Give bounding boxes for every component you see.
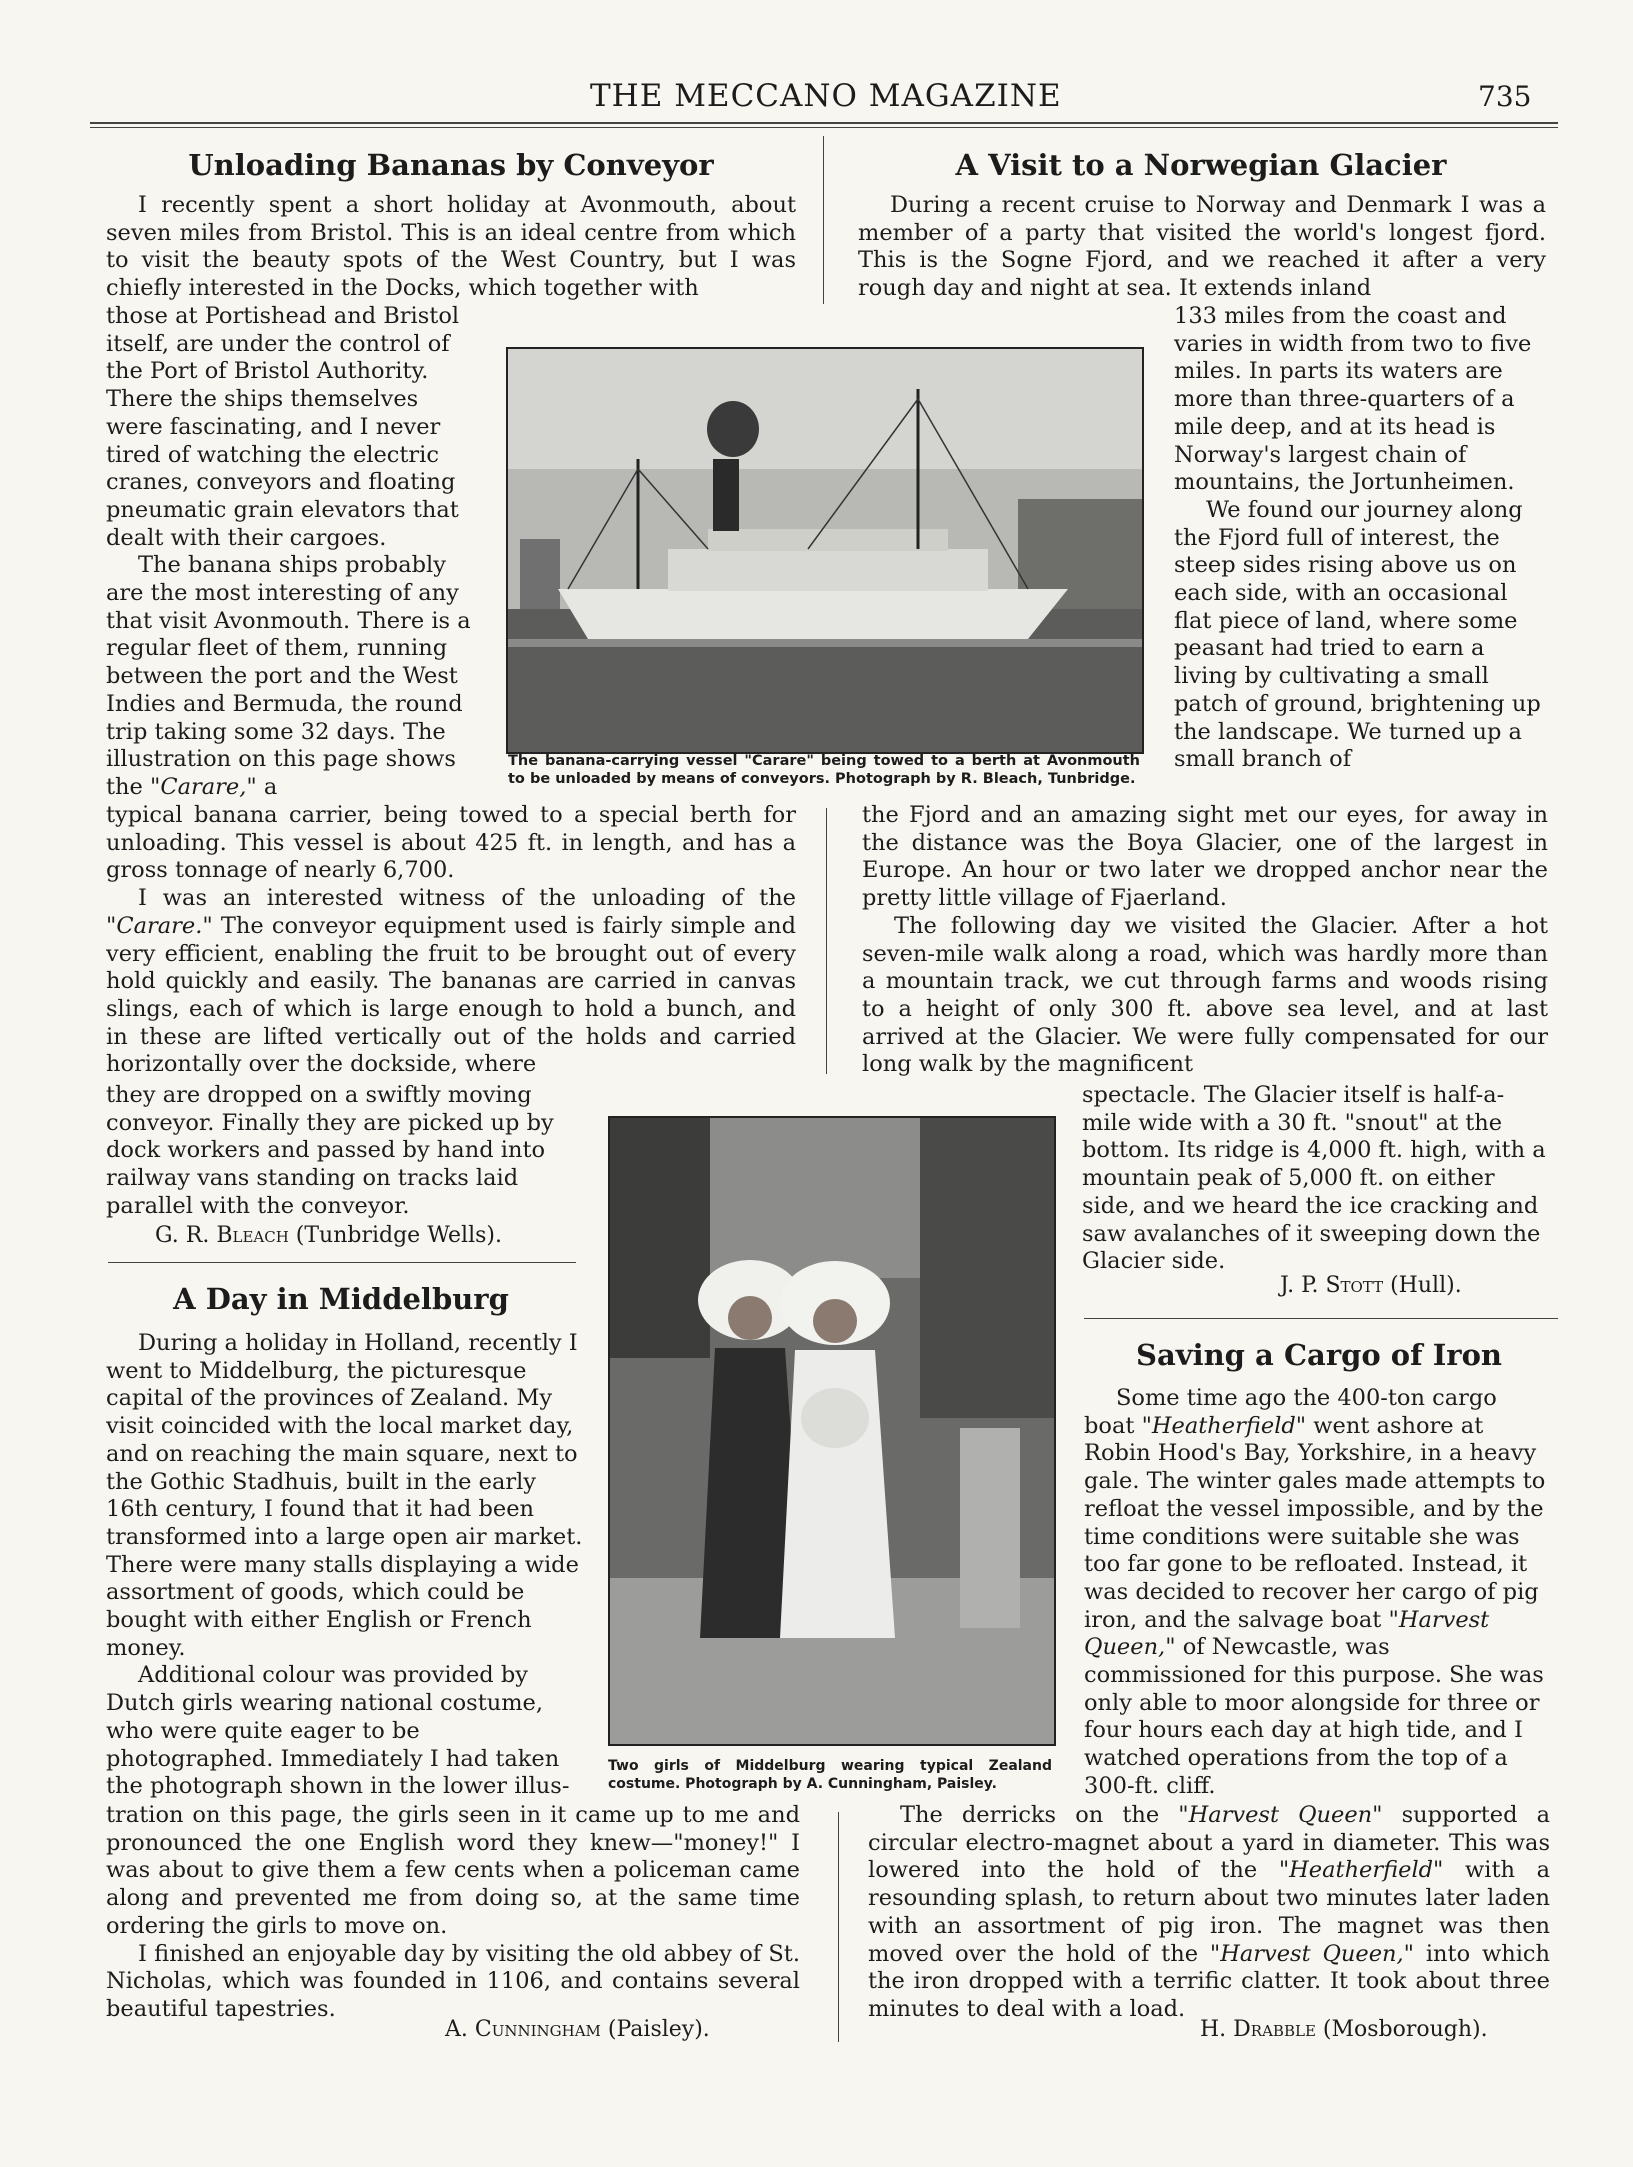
sig-place: (Mosborough). (1315, 2017, 1488, 2042)
column-divider-top (823, 136, 824, 304)
ship-photo-caption: The banana-carrying vessel "Carare" being towed to a berth at Avonmouth to be unloaded by means of conveyors. Photograph by R. Bleach, Tunbridge. (508, 753, 1140, 787)
page-number: 735 (1478, 80, 1532, 113)
middelburg-wrap (106, 1330, 584, 1801)
sig-name: Cunningham (474, 2017, 601, 2042)
iron-p2-c: with a resounding splash, to return about two minutes later laden with an assortment of pig iron. The magnet was then moved over the hold of the (868, 1857, 1550, 1967)
article-heading-iron: Saving a Cargo of Iron (1136, 1338, 1502, 1372)
glacier-paragraph-1-cont: 133 miles from the coast and varies in width from two to five miles. In parts its waters are more than three-quarters of a mile deep, and at its head is Norway's largest chain of mountains, the Jortunheimen. (1174, 303, 1532, 496)
bananas-p2-text: The banana ships probably are the most interesting of any that visit Avonmouth. There is a regular fleet of them, running between the port and the West Indies and Bermuda, the round trip taking some 32 days. The illustration on this page shows the (106, 552, 471, 800)
iron-p2-b: supported a circular electro-magnet about a yard in diameter. This was lowered into the hold of the (868, 1802, 1550, 1884)
iron-p2-a: The derricks on the (900, 1802, 1179, 1828)
article-heading-glacier: A Visit to a Norwegian Glacier (955, 148, 1447, 182)
ship-illustration (508, 349, 1142, 752)
glacier-signature (1280, 1272, 1462, 1299)
bananas-p2-end: a (256, 773, 278, 800)
glacier-wrap (1174, 303, 1546, 774)
glacier-paragraph-3-cont: spectacle. The Glacier itself is half-a-mile wide with a 30 ft. "snout" at the bottom. Its ridge is 4,000 ft. high, with a mountain peak of 5,000 ft. on either side, and we heard the ice cracking and saw avalanches of it sweeping down the Glacier side. (1082, 1082, 1546, 1275)
bananas-paragraph-1: I recently spent a short holiday at Avonmouth, about seven miles from Bristol. This is an ideal centre from which to visit the beauty spots of the West Country, but I was chiefly interested in the Docks, which together with (106, 192, 796, 302)
sig-initials: G. R. (155, 1223, 217, 1248)
bananas-wrap (106, 303, 480, 802)
column-divider-middle (826, 808, 827, 1074)
sig-name: Stott (1325, 1273, 1384, 1298)
iron-paragraph-2 (868, 1802, 1550, 2024)
bananas-paragraph-1-cont: those at Portishead and Bristol itself, are under the control of the Port of Bristol Authority. There the ships themselves were fascinating, and I never tired of watching the electric cranes, conveyors and floating pneumatic grain elevators that dealt with their cargoes. (106, 303, 460, 551)
column-divider-bottom (838, 1812, 839, 2042)
bananas-lower-full (106, 802, 796, 1079)
iron-p2-salvage-2: "Harvest Queen," (1209, 1940, 1415, 1967)
bananas-paragraph-2-cont: typical banana carrier, being towed to a special berth for unloading. This vessel is about 425 ft. in length, and has a gross tonnage of nearly 6,700. (106, 802, 796, 884)
sig-name: Drabble (1233, 2017, 1316, 2042)
bananas-intro-full (106, 192, 796, 303)
bananas-paragraph-3 (106, 885, 796, 1079)
iron-full (868, 1802, 1550, 2024)
iron-p2-ship: "Heatherfield" (1278, 1857, 1444, 1884)
bananas-lower-wrap (106, 1082, 576, 1221)
separator-glacier (1084, 1318, 1558, 1319)
middelburg-paragraph-2-cont: tration on this page, the girls seen in it came up to me and pronounced the one English word they knew—"money!" I was about to give them a few cents when a policeman came along and prevented me from doing so, at the same time ordering the girls to move on. (106, 1802, 800, 1939)
iron-p1-a: Some time ago the 400-ton cargo boat (1084, 1385, 1497, 1439)
iron-p2-d: into which the iron dropped with a terrific clatter. It took about three minutes to deal with a load. (868, 1940, 1550, 2022)
sig-initials: A. (445, 2017, 475, 2042)
sig-initials: J. P. (1280, 1273, 1326, 1298)
girls-illustration (610, 1118, 1054, 1744)
header-rule (90, 122, 1558, 124)
bananas-paragraph-3-cont: they are dropped on a swiftly moving conveyor. Finally they are picked up by dock workers and passed by hand into railway vans standing on tracks laid parallel with the conveyor. (106, 1082, 554, 1219)
sig-place: (Tunbridge Wells). (288, 1223, 502, 1248)
iron-wrap (1084, 1385, 1550, 1801)
middelburg-full (106, 1802, 800, 2024)
glacier-paragraph-1: During a recent cruise to Norway and Denmark I was a member of a party that visited the world's longest fjord. This is the Sogne Fjord, and we reached it after a very rough day and night at sea. It extends inland (858, 192, 1546, 302)
middelburg-paragraph-2: Additional colour was provided by Dutch girls wearing national costume, who were quite eager to be photographed. Immediately I had taken the photograph shown in the lower illus- (106, 1662, 570, 1800)
sig-place: (Hull). (1383, 1273, 1462, 1298)
girls-photo (608, 1116, 1056, 1746)
glacier-paragraph-2-cont: the Fjord and an amazing sight met our eyes, for away in the distance was the Boya Glacier, one of the largest in Europe. An hour or two later we dropped anchor near the pretty little village of Fjaerland. (862, 802, 1548, 912)
glacier-lower-wrap (1082, 1082, 1548, 1276)
bananas-paragraph-2 (106, 552, 480, 801)
iron-p1-c: of Newcastle, was commissioned for this purpose. She was only able to moor alongside for three or four hours each day at high tide, and I watched operations from the top of a 300-ft. cliff. (1084, 1634, 1544, 1799)
glacier-intro-full (858, 192, 1546, 303)
bananas-p3-b: The conveyor equipment used is fairly simple and very efficient, enabling the fruit to be brought out of every hold quickly and easily. The bananas are carried in canvas slings, each of which is large enough to hold a bunch, and in these are lifted vertically out of the holds and carried horizontally over the dockside, where (106, 912, 796, 1078)
sig-place: (Paisley). (600, 2017, 710, 2042)
glacier-full (862, 802, 1548, 1079)
bananas-p3-ship: "Carare." (106, 912, 213, 939)
bananas-p3-a: I was an interested witness of the unloading of the (138, 885, 796, 912)
glacier-paragraph-2: We found our journey along the Fjord full of interest, the steep sides rising above us on each side, with an occasional flat piece of land, where some peasant had tried to earn a living by cultivating a small patch of ground, brightening up the landscape. We turned up a small branch of (1174, 496, 1541, 773)
separator-bananas (108, 1262, 576, 1263)
sig-name: Bleach (216, 1223, 289, 1248)
iron-p1-salvage: "Harvest Queen," (1084, 1606, 1490, 1661)
middelburg-signature (445, 2016, 710, 2043)
middelburg-paragraph-3: I finished an enjoyable day by visiting the old abbey of St. Nicholas, which was founded in 1106, and contains several beautiful tapestries. (106, 1940, 800, 2022)
iron-p1-ship: "Heatherfield" (1141, 1412, 1307, 1439)
magazine-title: THE MECCANO MAGAZINE (590, 78, 1062, 114)
girls-photo-caption: Two girls of Middelburg wearing typical Zealand costume. Photograph by A. Cunningham, Paisley. (608, 1758, 1052, 1792)
iron-p1-b: went ashore at Robin Hood's Bay, Yorkshire, in a heavy gale. The winter gales made attempts to refloat the vessel impossible, and by the time conditions were suitable she was too far gone to be refloated. Instead, it was decided to recover her cargo of pig iron, and the salvage boat (1084, 1412, 1546, 1633)
middelburg-paragraph-1: During a holiday in Holland, recently I went to Middelburg, the picturesque capital of the provinces of Zealand. My visit coincided with the local market day, and on reaching the main square, next to the Gothic Stadhuis, built in the early 16th century, I found that it had been transformed into a large open air market. There were many stalls displaying a wide assortment of goods, which could be bought with either English or French money. (106, 1330, 583, 1661)
iron-signature (1200, 2016, 1488, 2043)
bananas-p2-ship: "Carare," (150, 773, 257, 800)
glacier-paragraph-3: The following day we visited the Glacier. After a hot seven-mile walk along a road, which was hardly more than a mountain track, we cut through farms and woods rising to a height of only 300 ft. above sea level, and at last arrived at the Glacier. We were fully compensated for our long walk by the magnificent (862, 912, 1548, 1078)
iron-paragraph-1 (1084, 1385, 1550, 1801)
header-rule-thin (90, 127, 1558, 128)
ship-photo (506, 347, 1144, 754)
iron-p2-salvage: "Harvest Queen" (1178, 1802, 1383, 1828)
article-heading-middelburg: A Day in Middelburg (173, 1282, 509, 1316)
article-heading-bananas: Unloading Bananas by Conveyor (188, 148, 714, 182)
sig-initials: H. (1200, 2017, 1234, 2042)
bananas-signature (155, 1222, 502, 1249)
